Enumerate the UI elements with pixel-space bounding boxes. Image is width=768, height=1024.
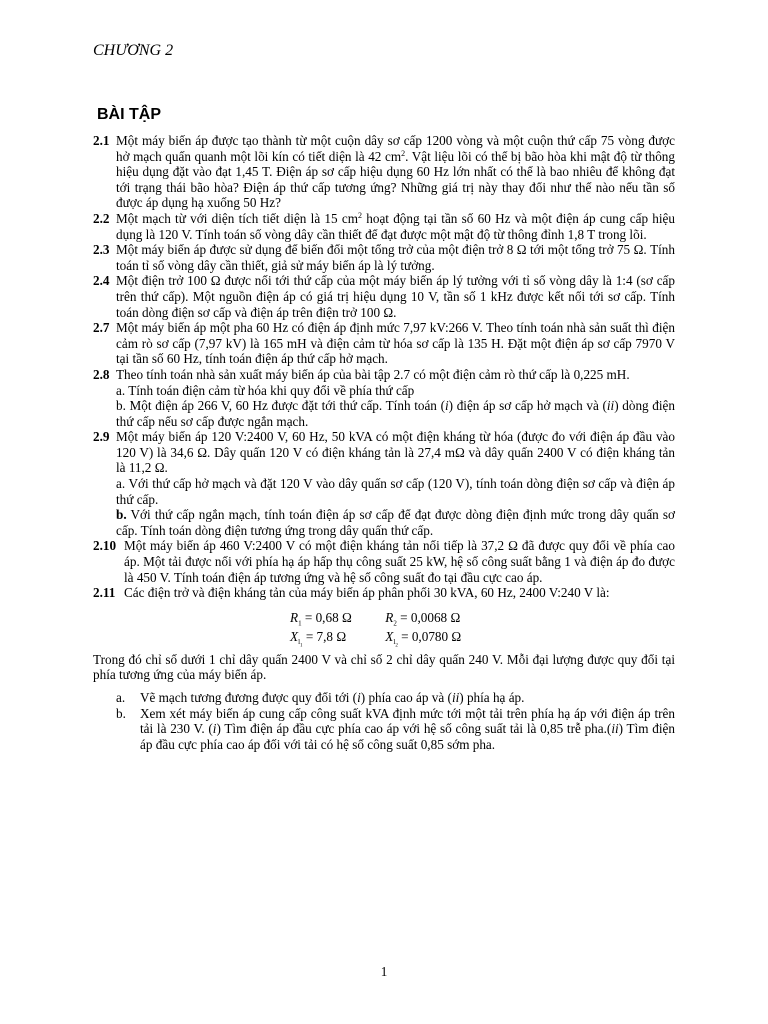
exercise-number: 2.7 bbox=[93, 320, 110, 336]
list-marker: a. bbox=[116, 690, 126, 706]
exercise-text: Một máy biến áp 460 V:2400 V có một điện kháng tản nối tiếp là 37,2 Ω đã được quy đổi về phía cao áp. Một tải được nối với phía hạ áp hấp thụ công suất 25 kW, hệ số công suất bằng 1 và điện áp đo được là 450 V. Tính toán điện áp tương ứng và hệ số công suất đo tại đầu cực cao áp. bbox=[124, 538, 675, 585]
equation-x2 bbox=[385, 627, 477, 647]
exercise-text: Theo tính toán nhà sản xuất máy biến áp của bài tập 2.7 có một điện cảm rò thứ cấp là 0,225 mH. bbox=[116, 366, 630, 382]
part-text: Với thứ cấp ngắn mạch, tính toán điện áp sơ cấp để đạt được dòng điện định mức trong dây quấn sơ cấp. Tính toán dòng điện tương ứng trong dây quấn thứ cấp. bbox=[116, 507, 675, 538]
equation-r1 bbox=[290, 608, 382, 627]
subscript-letter: l bbox=[393, 638, 396, 647]
subscript: 1 bbox=[298, 619, 302, 628]
exercise-2-7 bbox=[93, 320, 675, 367]
item-text: ) Tìm điện áp đầu cực phía cao áp đối với tải có hệ số công suất 0,85 sớm pha. bbox=[140, 721, 675, 752]
exercise-2-3 bbox=[93, 242, 675, 273]
sub-question-list bbox=[93, 690, 675, 752]
exercise-2-1 bbox=[93, 133, 675, 211]
exercise-text: Một máy biến áp được sử dụng để biến đổi một tổng trở của một điện trở 8 Ω tới một tổng trở 75 Ω. Tính toán tỉ số vòng dây cần thiết, giả sử máy biến áp là lý tưởng. bbox=[116, 242, 675, 273]
equation-row-resistance bbox=[290, 608, 675, 627]
item-text: ) phía hạ áp. bbox=[459, 690, 525, 706]
exercise-number: 2.11 bbox=[93, 585, 116, 601]
symbol: X bbox=[385, 628, 394, 644]
exercise-text: Các điện trở và điện kháng tản của máy biến áp phân phối 30 kVA, 60 Hz, 2400 V:240 V là: bbox=[124, 585, 610, 601]
part-text: b. Một điện áp 266 V, 60 Hz được đặt tới thứ cấp. Tính toán ( bbox=[116, 398, 445, 414]
superscript: 2 bbox=[401, 148, 406, 158]
value: = 0,0068 Ω bbox=[400, 609, 461, 625]
subscript-index: 1 bbox=[300, 643, 303, 649]
exercise-number: 2.8 bbox=[93, 366, 110, 382]
exercise-2-8 bbox=[93, 367, 675, 429]
exercise-part-a: a. Tính toán điện cảm từ hóa khi quy đổi về phía thứ cấp bbox=[116, 382, 415, 398]
roman-ii: ii bbox=[611, 721, 619, 737]
superscript: 2 bbox=[358, 210, 362, 220]
exercise-number: 2.10 bbox=[93, 538, 117, 554]
roman-i: i bbox=[444, 398, 449, 414]
exercise-2-11 bbox=[93, 585, 675, 601]
symbol: R bbox=[290, 609, 299, 625]
exercise-2-10 bbox=[93, 538, 675, 585]
exercise-number: 2.3 bbox=[93, 242, 110, 258]
equation-r2 bbox=[385, 608, 477, 627]
exercise-number: 2.9 bbox=[93, 429, 110, 445]
symbol: X bbox=[290, 628, 299, 644]
part-text: ) dòng điện thứ cấp nếu sơ cấp được ngắn mạch. bbox=[116, 398, 676, 429]
exercise-text: Một máy biến áp được tạo thành từ một cuộn dây sơ cấp 1200 vòng và một cuộn thứ cấp 75 vòng được hở mạch quấn quanh một lõi kín có tiết diện là 42 cm bbox=[116, 133, 675, 164]
exercise-text: Một máy biến áp 120 V:2400 V, 60 Hz, 50 kVA có một điện kháng từ hóa (được đo với điện áp đầu vào 120 V) là 34,6 Ω. Dây quấn 120 V có điện kháng tản là 27,4 mΩ và dây quấn 2400 V có điện kháng tản là 11,2 Ω. bbox=[116, 429, 675, 476]
section-title: BÀI TẬP bbox=[97, 106, 161, 123]
item-text: ) Tìm điện áp đầu cực phía cao áp với hệ số công suất tải là 0,85 trễ pha.( bbox=[216, 721, 612, 737]
exercise-number: 2.2 bbox=[93, 210, 110, 226]
exercise-text: hoạt động tại tần số 60 Hz và một điện áp cung cấp hiệu dụng là 120 V. Tính toán số vòng dây cần thiết để đạt được một mật độ từ thông đỉnh 1,8 T trong lõi. bbox=[116, 210, 675, 242]
item-text: Vẽ mạch tương đương được quy đổi tới ( bbox=[140, 690, 358, 706]
sub-question-a bbox=[93, 690, 675, 706]
list-marker: b. bbox=[116, 705, 126, 721]
subscript: 2 bbox=[393, 619, 397, 628]
value: = 7,8 Ω bbox=[305, 628, 347, 644]
exercise-text: Một điện trở 100 Ω được nối tới thứ cấp của một máy biến áp lý tưởng với tỉ số vòng dây là 1:4 (sơ cấp trên thứ cấp). Một nguồn điện áp có giá trị hiệu dụng 10 V, tần số 1 kHz được kết nối tới sơ cấp. Tính toán dòng điện sơ cấp và điện áp trên điện trở 100 Ω. bbox=[116, 273, 675, 320]
part-text: ) điện áp sơ cấp hở mạch và ( bbox=[448, 398, 607, 414]
sub-question-b bbox=[93, 706, 675, 753]
exercise-part-b bbox=[116, 398, 675, 429]
exercise-part-b bbox=[116, 507, 675, 538]
value: = 0,68 Ω bbox=[304, 609, 352, 625]
exercise-part-a: a. Với thứ cấp hở mạch và đặt 120 V vào dây quấn sơ cấp (120 V), tính toán dòng điện sơ cấp và điện áp thứ cấp. bbox=[116, 476, 675, 507]
exercise-text: . Vật liệu lõi có thể bị bão hòa khi mật độ từ thông hiệu dụng đặt vào đạt 1,45 T. Điện áp sơ cấp hiệu dụng 60 Hz lớn nhất có thể là bao nhiêu để không đạt tới trạng thái bão hòa? Điện áp thứ cấp tương ứng? Những giá trị này thay đổi như thế nào nếu tần số được áp dụng hạ xuống 50 Hz? bbox=[116, 148, 675, 211]
item-text: ) phía cao áp và ( bbox=[360, 690, 452, 706]
exercise-number: 2.4 bbox=[93, 273, 110, 289]
parameter-equations bbox=[290, 608, 675, 647]
subscript-letter: l bbox=[298, 638, 301, 647]
roman-i: i bbox=[357, 690, 361, 706]
exercise-number: 2.1 bbox=[93, 133, 110, 148]
exercise-2-2 bbox=[93, 211, 675, 242]
equation-row-reactance bbox=[290, 627, 675, 647]
exercise-2-9 bbox=[93, 429, 675, 538]
exercise-list bbox=[93, 133, 675, 752]
value: = 0,0780 Ω bbox=[401, 628, 462, 644]
exercise-2-4 bbox=[93, 273, 675, 320]
subscript bbox=[298, 638, 303, 649]
page-number: 1 bbox=[380, 964, 388, 979]
equation-x1 bbox=[290, 627, 382, 647]
symbol: R bbox=[385, 609, 394, 625]
subscript-index: 2 bbox=[395, 643, 398, 649]
subscript-note: Trong đó chỉ số dưới 1 chỉ dây quấn 2400 V và chỉ số 2 chỉ dây quấn 240 V. Mỗi đại lượng được quy đổi tại phía tương ứng của máy biến áp. bbox=[93, 651, 675, 683]
chapter-heading: CHƯƠNG 2 bbox=[93, 42, 174, 59]
roman-ii: ii bbox=[451, 690, 460, 706]
item-text: Xem xét máy biến áp cung cấp công suất kVA định mức tới một tải trên phía hạ áp với điện áp trên tải là 230 V. ( bbox=[140, 705, 675, 737]
roman-i: i bbox=[212, 721, 217, 737]
roman-ii: ii bbox=[606, 398, 615, 414]
exercise-text: Một máy biến áp một pha 60 Hz có điện áp định mức 7,97 kV:266 V. Theo tính toán nhà sản suất thì điện cảm rò sơ cấp (7,97 kV) là 165 mH và điện cảm từ hóa sơ cấp là 135 H. Đặt một điện áp sơ cấp 7970 V tại tần số 60 Hz, tính toán điện áp thứ cấp hở mạch. bbox=[116, 320, 675, 367]
exercise-text: Một mạch từ với diện tích tiết diện là 15 cm bbox=[116, 210, 358, 226]
subscript bbox=[393, 638, 398, 649]
part-label: b. bbox=[116, 507, 127, 523]
